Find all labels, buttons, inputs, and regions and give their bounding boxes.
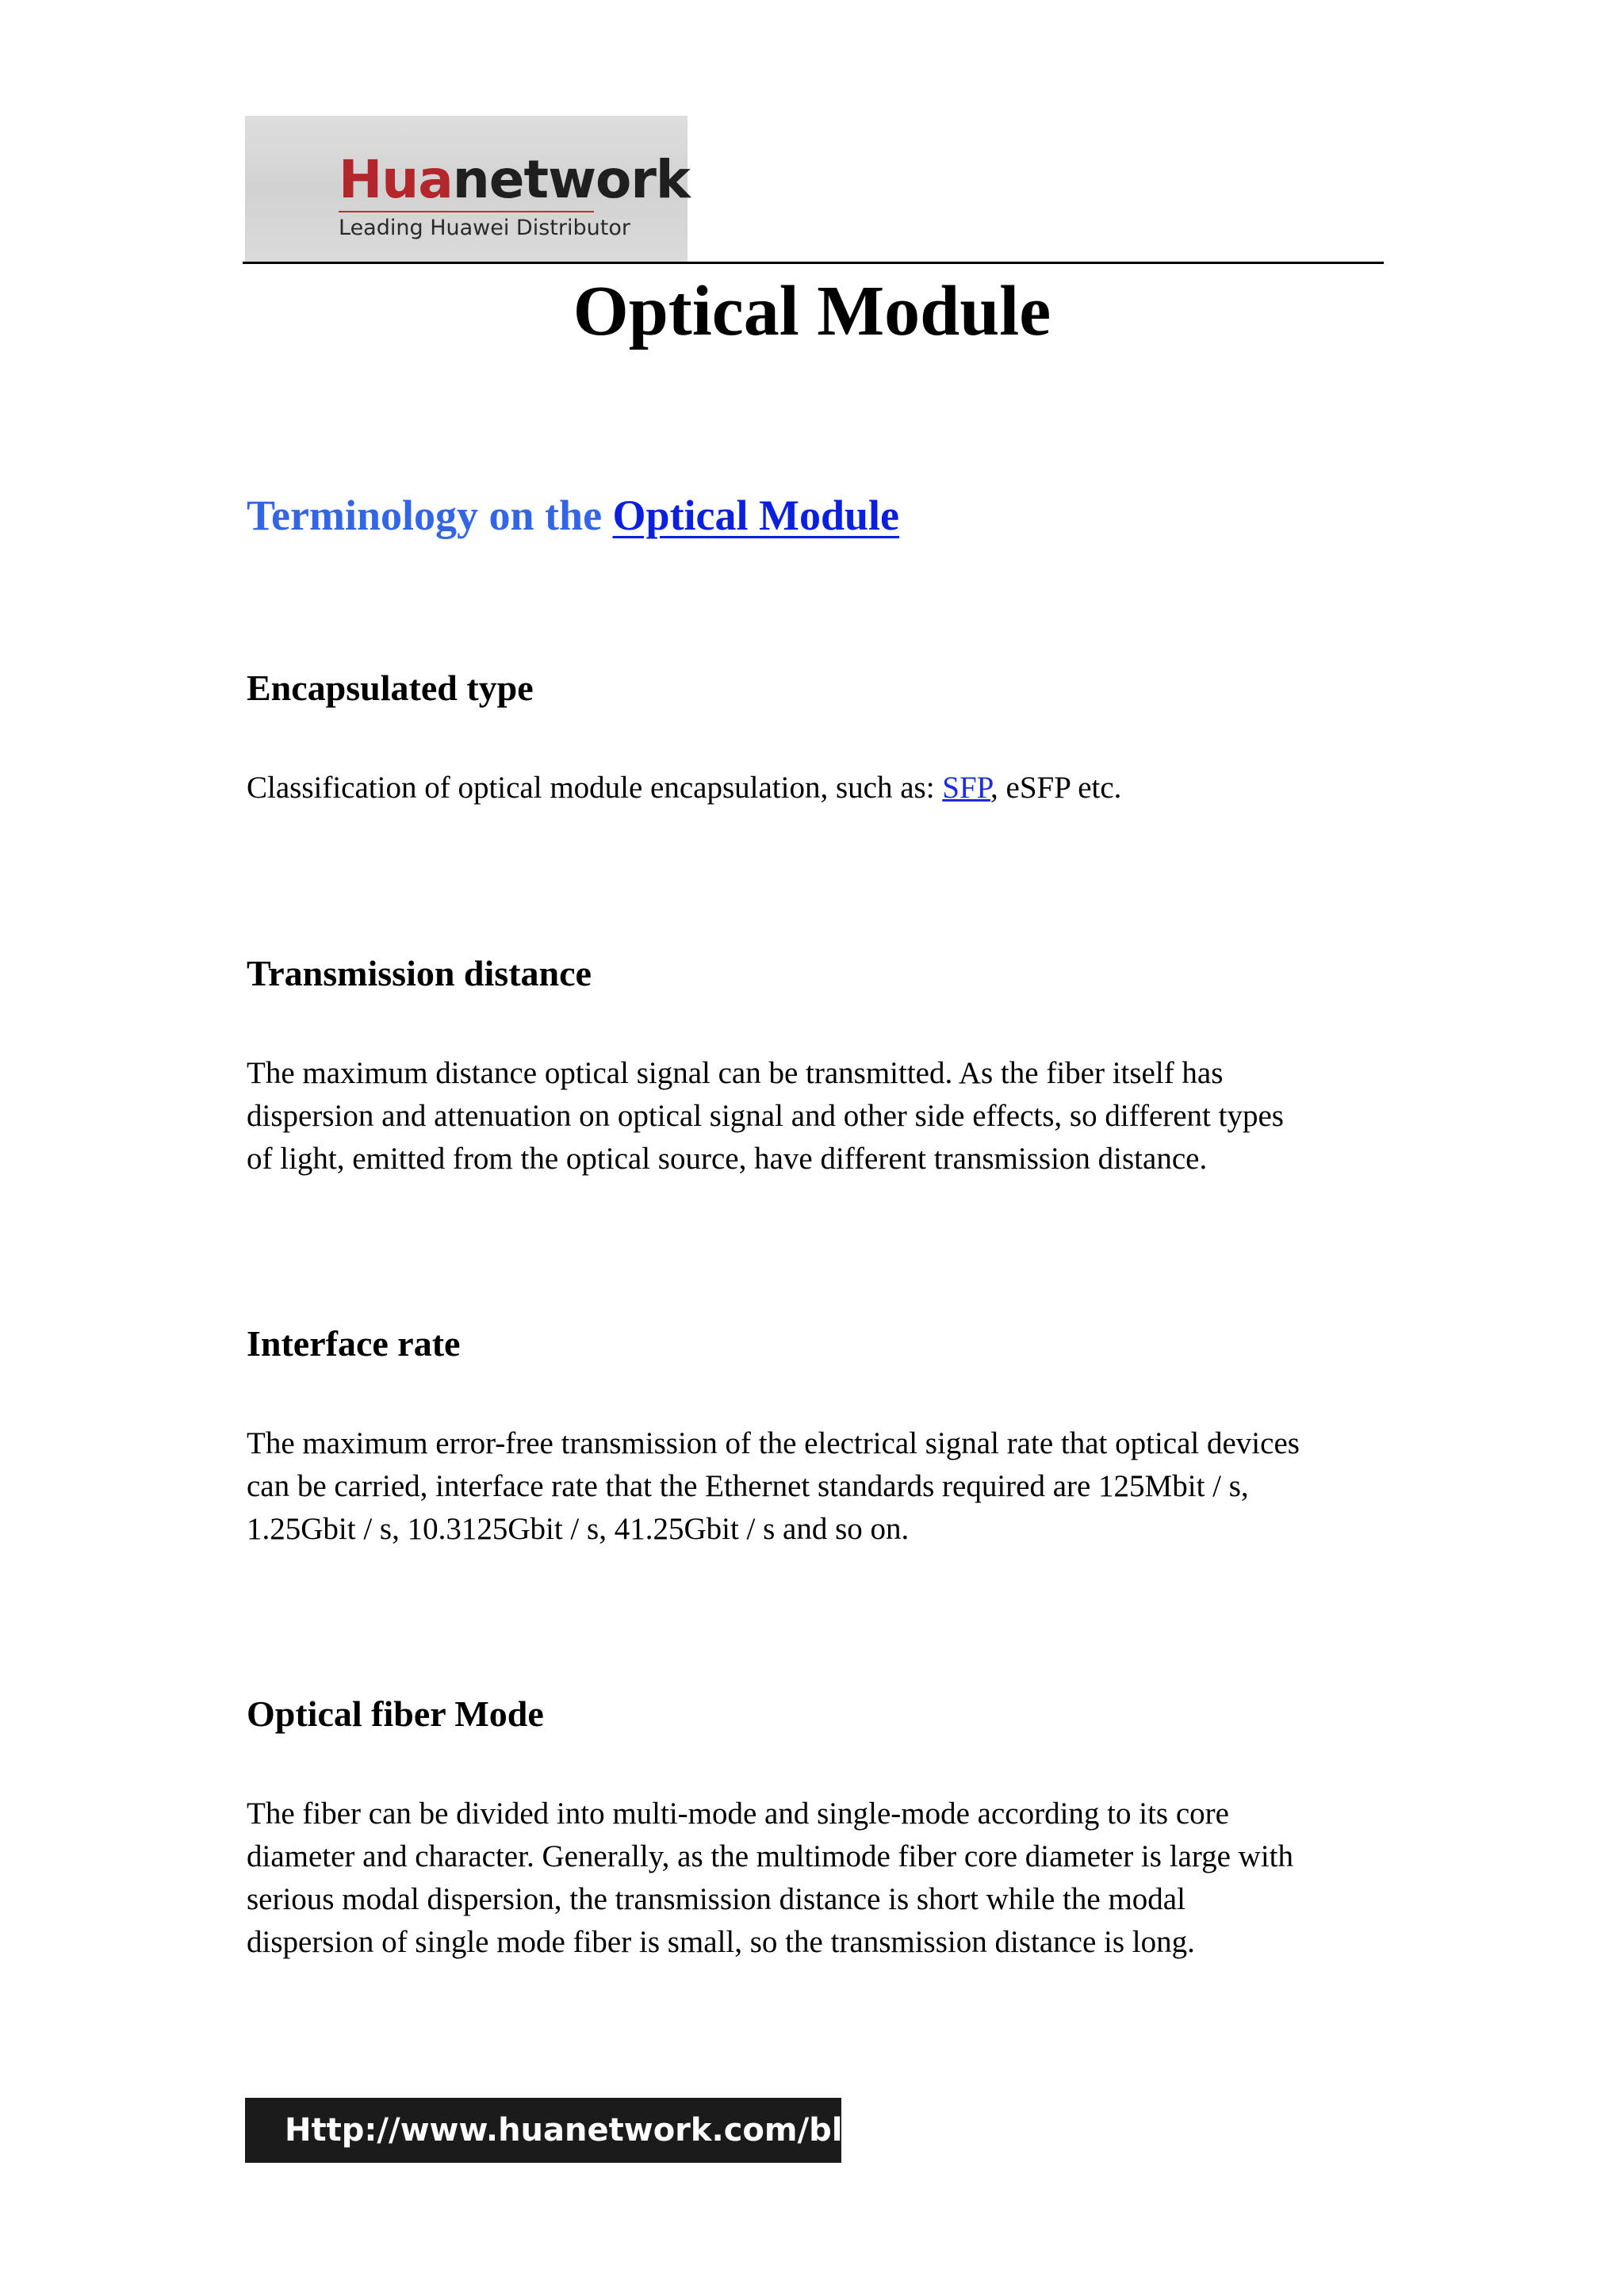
sfp-link[interactable]: SFP (942, 771, 991, 805)
paragraph-line: of light, emitted from the optical source, have different transmission distance. (247, 1142, 1208, 1176)
heading-interface-rate: Interface rate (247, 1323, 461, 1364)
paragraph-encapsulated-type (247, 767, 1388, 809)
paragraph-line: dispersion of single mode fiber is small, so the transmission distance is long. (247, 1925, 1195, 1959)
paragraph-transmission-distance (247, 1052, 1388, 1181)
paragraph-line: The maximum error-free transmission of the electrical signal rate that optical devices (247, 1426, 1300, 1460)
heading-transmission-distance: Transmission distance (247, 953, 592, 993)
logo-wordmark-part2: network (452, 149, 690, 210)
heading-optical-fiber-mode: Optical fiber Mode (247, 1693, 544, 1734)
paragraph-line: diameter and character. Generally, as the multimode fiber core diameter is large with (247, 1839, 1294, 1873)
subtitle-prefix: Terminology on the (247, 492, 613, 539)
paragraph-optical-fiber-mode (247, 1793, 1388, 1964)
company-logo (245, 116, 688, 262)
paragraph-line: dispersion and attenuation on optical signal and other side effects, so different types (247, 1099, 1284, 1133)
logo-wordmark (339, 149, 690, 210)
optical-module-link[interactable]: Optical Module (612, 492, 900, 539)
header-divider (243, 262, 1384, 264)
document-title: Optical Module (573, 272, 1051, 350)
paragraph-text: Classification of optical module encapsulation, such as: (247, 771, 943, 805)
logo-wordmark-part1: Hua (339, 149, 453, 210)
blog-url-banner: Http://www.huanetwork.com/blog (245, 2098, 841, 2163)
heading-encapsulated-type: Encapsulated type (247, 668, 534, 708)
paragraph-line: The fiber can be divided into multi-mode and single-mode according to its core (247, 1797, 1229, 1831)
paragraph-line: serious modal dispersion, the transmission distance is short while the modal (247, 1882, 1185, 1916)
paragraph-interface-rate (247, 1422, 1388, 1551)
logo-underline (339, 211, 594, 212)
paragraph-text: , eSFP etc. (990, 771, 1122, 805)
section-subtitle (247, 488, 899, 543)
logo-tagline: Leading Huawei Distributor (339, 216, 630, 240)
paragraph-line: 1.25Gbit / s, 10.3125Gbit / s, 41.25Gbit / s and so on. (247, 1512, 910, 1546)
paragraph-line: can be carried, interface rate that the Ethernet standards required are 125Mbit / s, (247, 1469, 1249, 1503)
paragraph-line: The maximum distance optical signal can be transmitted. As the fiber itself has (247, 1056, 1224, 1090)
